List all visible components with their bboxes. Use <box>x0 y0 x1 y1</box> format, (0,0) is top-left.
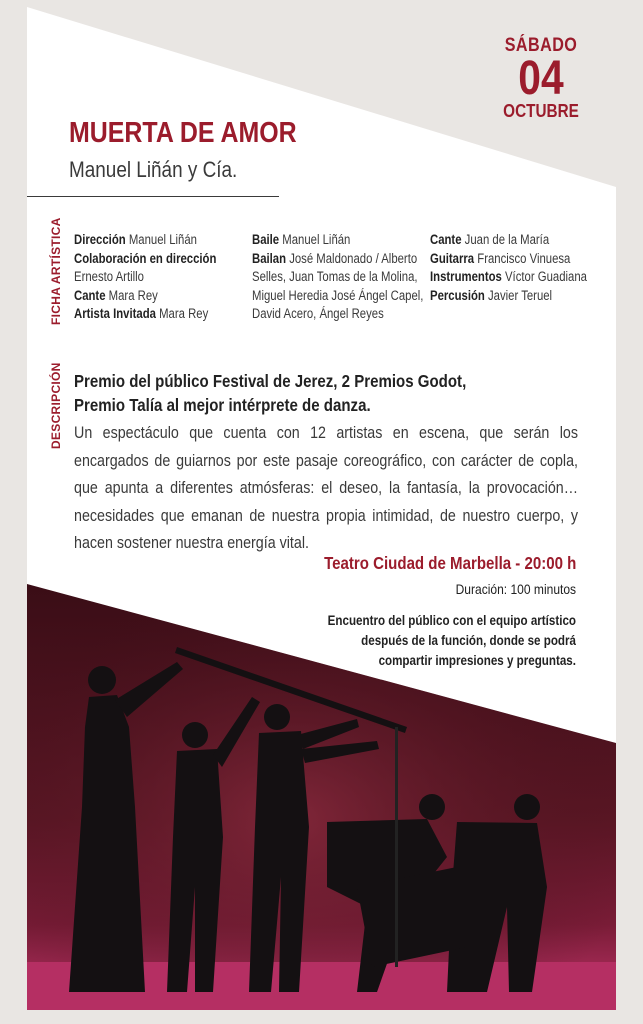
description-section-label: DESCRIPCIÓN <box>49 362 63 449</box>
event-card <box>27 7 616 1010</box>
credit-line <box>252 305 423 324</box>
duration: Duración: 100 minutos <box>455 581 576 597</box>
credit-line <box>252 231 423 250</box>
credits-column-3 <box>430 231 616 305</box>
credit-line <box>430 287 587 306</box>
audience-meeting-note <box>318 611 576 671</box>
credit-line <box>430 231 587 250</box>
credits-section-label: FICHA ARTÍSTICA <box>49 217 63 325</box>
credit-name: Ernesto Artillo <box>74 269 144 284</box>
meeting-line-2: después de la función, donde se podrá <box>361 633 576 648</box>
date-month: OCTUBRE <box>503 101 579 121</box>
credit-line <box>252 287 423 306</box>
credit-name: José Maldonado / Alberto <box>289 250 418 266</box>
credit-name: Manuel Liñán <box>282 232 351 247</box>
credit-role: Dirección <box>74 232 126 247</box>
date-day: 04 <box>518 52 564 105</box>
credit-name: Mara Rey <box>108 287 158 303</box>
credit-name: Juan de la María <box>464 232 550 247</box>
credit-name: Víctor Guadiana <box>504 269 587 284</box>
credit-line <box>74 231 216 250</box>
venue-time: Teatro Ciudad de Marbella - 20:00 h <box>323 553 576 573</box>
credit-role: Colaboración en dirección <box>74 250 217 266</box>
awards-line-1: Premio del público Festival de Jerez, 2 Premios Godot, <box>74 371 467 391</box>
credit-role: Cante <box>430 232 462 247</box>
description-block <box>74 369 614 557</box>
credit-line <box>430 268 587 287</box>
event-date <box>496 35 586 122</box>
credit-role: Instrumentos <box>430 269 502 284</box>
credit-role: Cante <box>74 287 106 303</box>
credit-line <box>252 268 423 287</box>
meeting-line-1: Encuentro del público con el equipo artístico <box>327 613 576 628</box>
credit-role: Percusión <box>430 287 485 303</box>
awards-line-2: Premio Talía al mejor intérprete de danza. <box>74 395 371 415</box>
credit-role: Bailan <box>252 250 287 266</box>
credit-name: Miguel Heredia José Ángel Capel, <box>252 287 424 303</box>
credit-line <box>430 250 587 269</box>
credit-role: Guitarra <box>430 250 475 266</box>
show-title: MUERTA DE AMOR <box>69 117 297 149</box>
credit-line <box>74 287 216 306</box>
credit-name: Francisco Vinuesa <box>477 250 571 266</box>
credit-name: Manuel Liñán <box>128 232 197 247</box>
credit-line <box>74 268 216 287</box>
credit-role: Artista Invitada <box>74 306 156 321</box>
credit-name: Javier Teruel <box>487 287 553 303</box>
credit-name: Selles, Juan Tomas de la Molina, <box>252 269 418 284</box>
meeting-line-3: compartir impresiones y preguntas. <box>378 653 576 668</box>
credit-line <box>74 305 216 324</box>
credits-column-2 <box>252 231 456 324</box>
credit-name: Mara Rey <box>159 306 209 321</box>
description-text: Un espectáculo que cuenta con 12 artistas en escena, que serán los encargados de guiarnos por este pasaje coreográfico, con carácter de copla, que apunta a diferentes atmósferas: el deseo, la fantasía, la provocación… necesidades que emanan de nuestra propia intimidad, de nuestro cuerpo, y hacen sostener nuestra energía vital. <box>74 423 578 552</box>
date-day-of-week: SÁBADO <box>504 35 578 56</box>
credit-line <box>252 250 423 269</box>
title-divider <box>27 196 279 197</box>
credit-name: David Acero, Ángel Reyes <box>252 306 384 321</box>
company-name: Manuel Liñán y Cía. <box>69 157 238 182</box>
credits-column-1 <box>74 231 244 324</box>
credit-role: Baile <box>252 232 280 247</box>
credit-line <box>74 250 216 269</box>
